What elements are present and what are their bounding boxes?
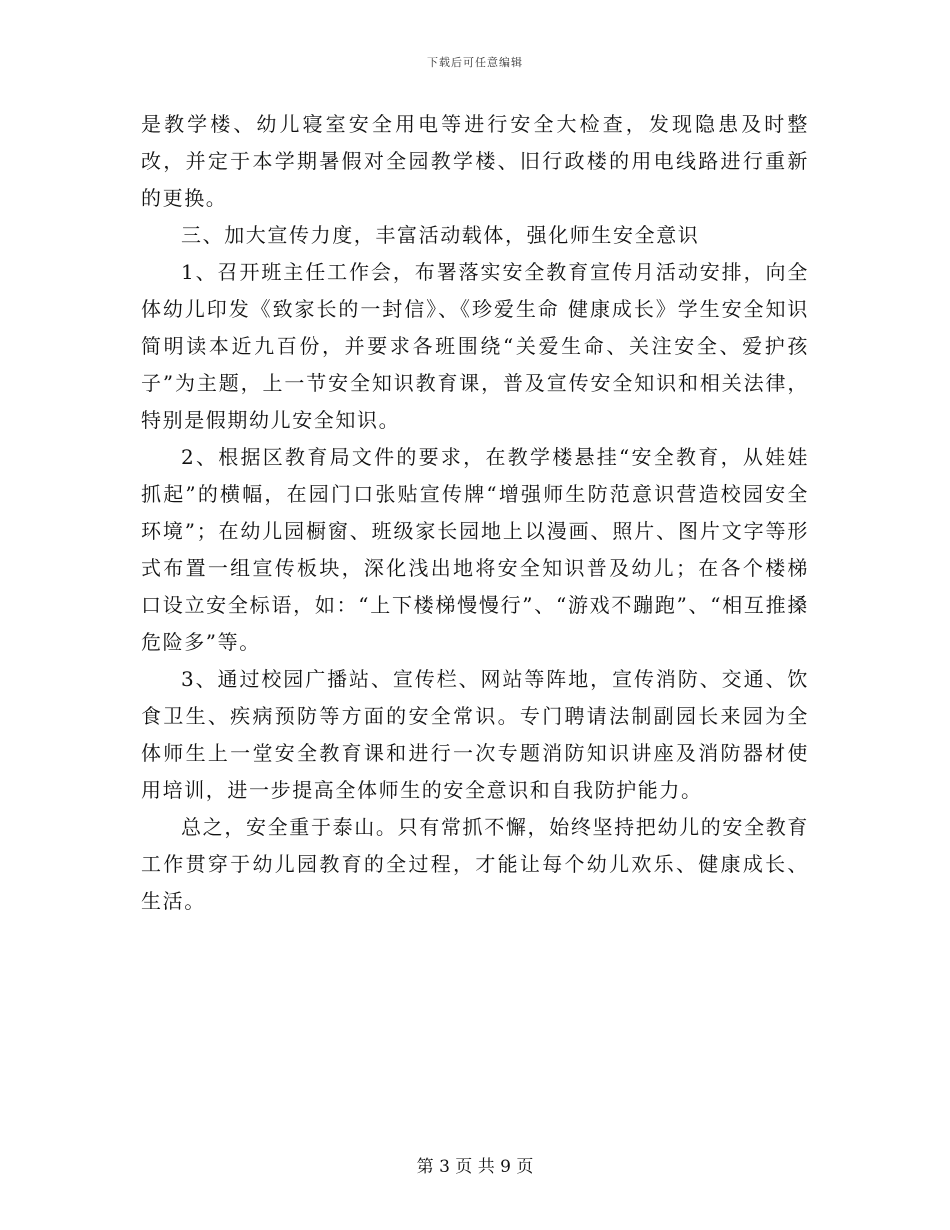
paragraph-item-3: 3、通过校园广播站、宣传栏、网站等阵地，宣传消防、交通、饮食卫生、疾病预防等方面的安全常识。专门聘请法制副园长来园为全体师生上一堂安全教育课和进行一次专题消防知识讲座及消防器材使用培训，进一步提高全体师生的安全意识和自我防护能力。: [141, 667, 809, 802]
document-body: [141, 106, 809, 920]
paragraph-conclusion: 总之，安全重于泰山。只有常抓不懈，始终坚持把幼儿的安全教育工作贯穿于幼儿园教育的全过程，才能让每个幼儿欢乐、健康成长、生活。: [141, 815, 809, 913]
page-number-footer: 第 3 页 共 9 页: [416, 1157, 534, 1177]
section-heading-3: 三、加大宣传力度，丰富活动载体，强化师生安全意识: [181, 223, 700, 247]
page-header: 下载后可任意编辑: [427, 56, 523, 69]
paragraph-item-1: 1、召开班主任工作会，布署落实安全教育宣传月活动安排，向全体幼儿印发《致家长的一封信》、《珍爱生命 健康成长》学生安全知识简明读本近九百份，并要求各班围绕“关爱生命、关注安全、爱护孩子”为主题，上一节安全知识教育课，普及宣传安全知识和相关法律，特别是假期幼儿安全知识。: [141, 260, 809, 432]
paragraph-item-2: 2、根据区教育局文件的要求，在教学楼悬挂“安全教育，从娃娃抓起”的横幅，在园门口张贴宣传牌“增强师生防范意识营造校园安全环境”；在幼儿园橱窗、班级家长园地上以漫画、照片、图片文字等形式布置一组宣传板块，深化浅出地将安全知识普及幼儿；在各个楼梯口设立安全标语，如：“上下楼梯慢慢行”、“游戏不蹦跑”、“相互推搡危险多”等。: [141, 445, 809, 654]
paragraph-continued: 是教学楼、幼儿寝室安全用电等进行安全大检查，发现隐患及时整改，并定于本学期暑假对全园教学楼、旧行政楼的用电线路进行重新的更换。: [141, 112, 809, 210]
